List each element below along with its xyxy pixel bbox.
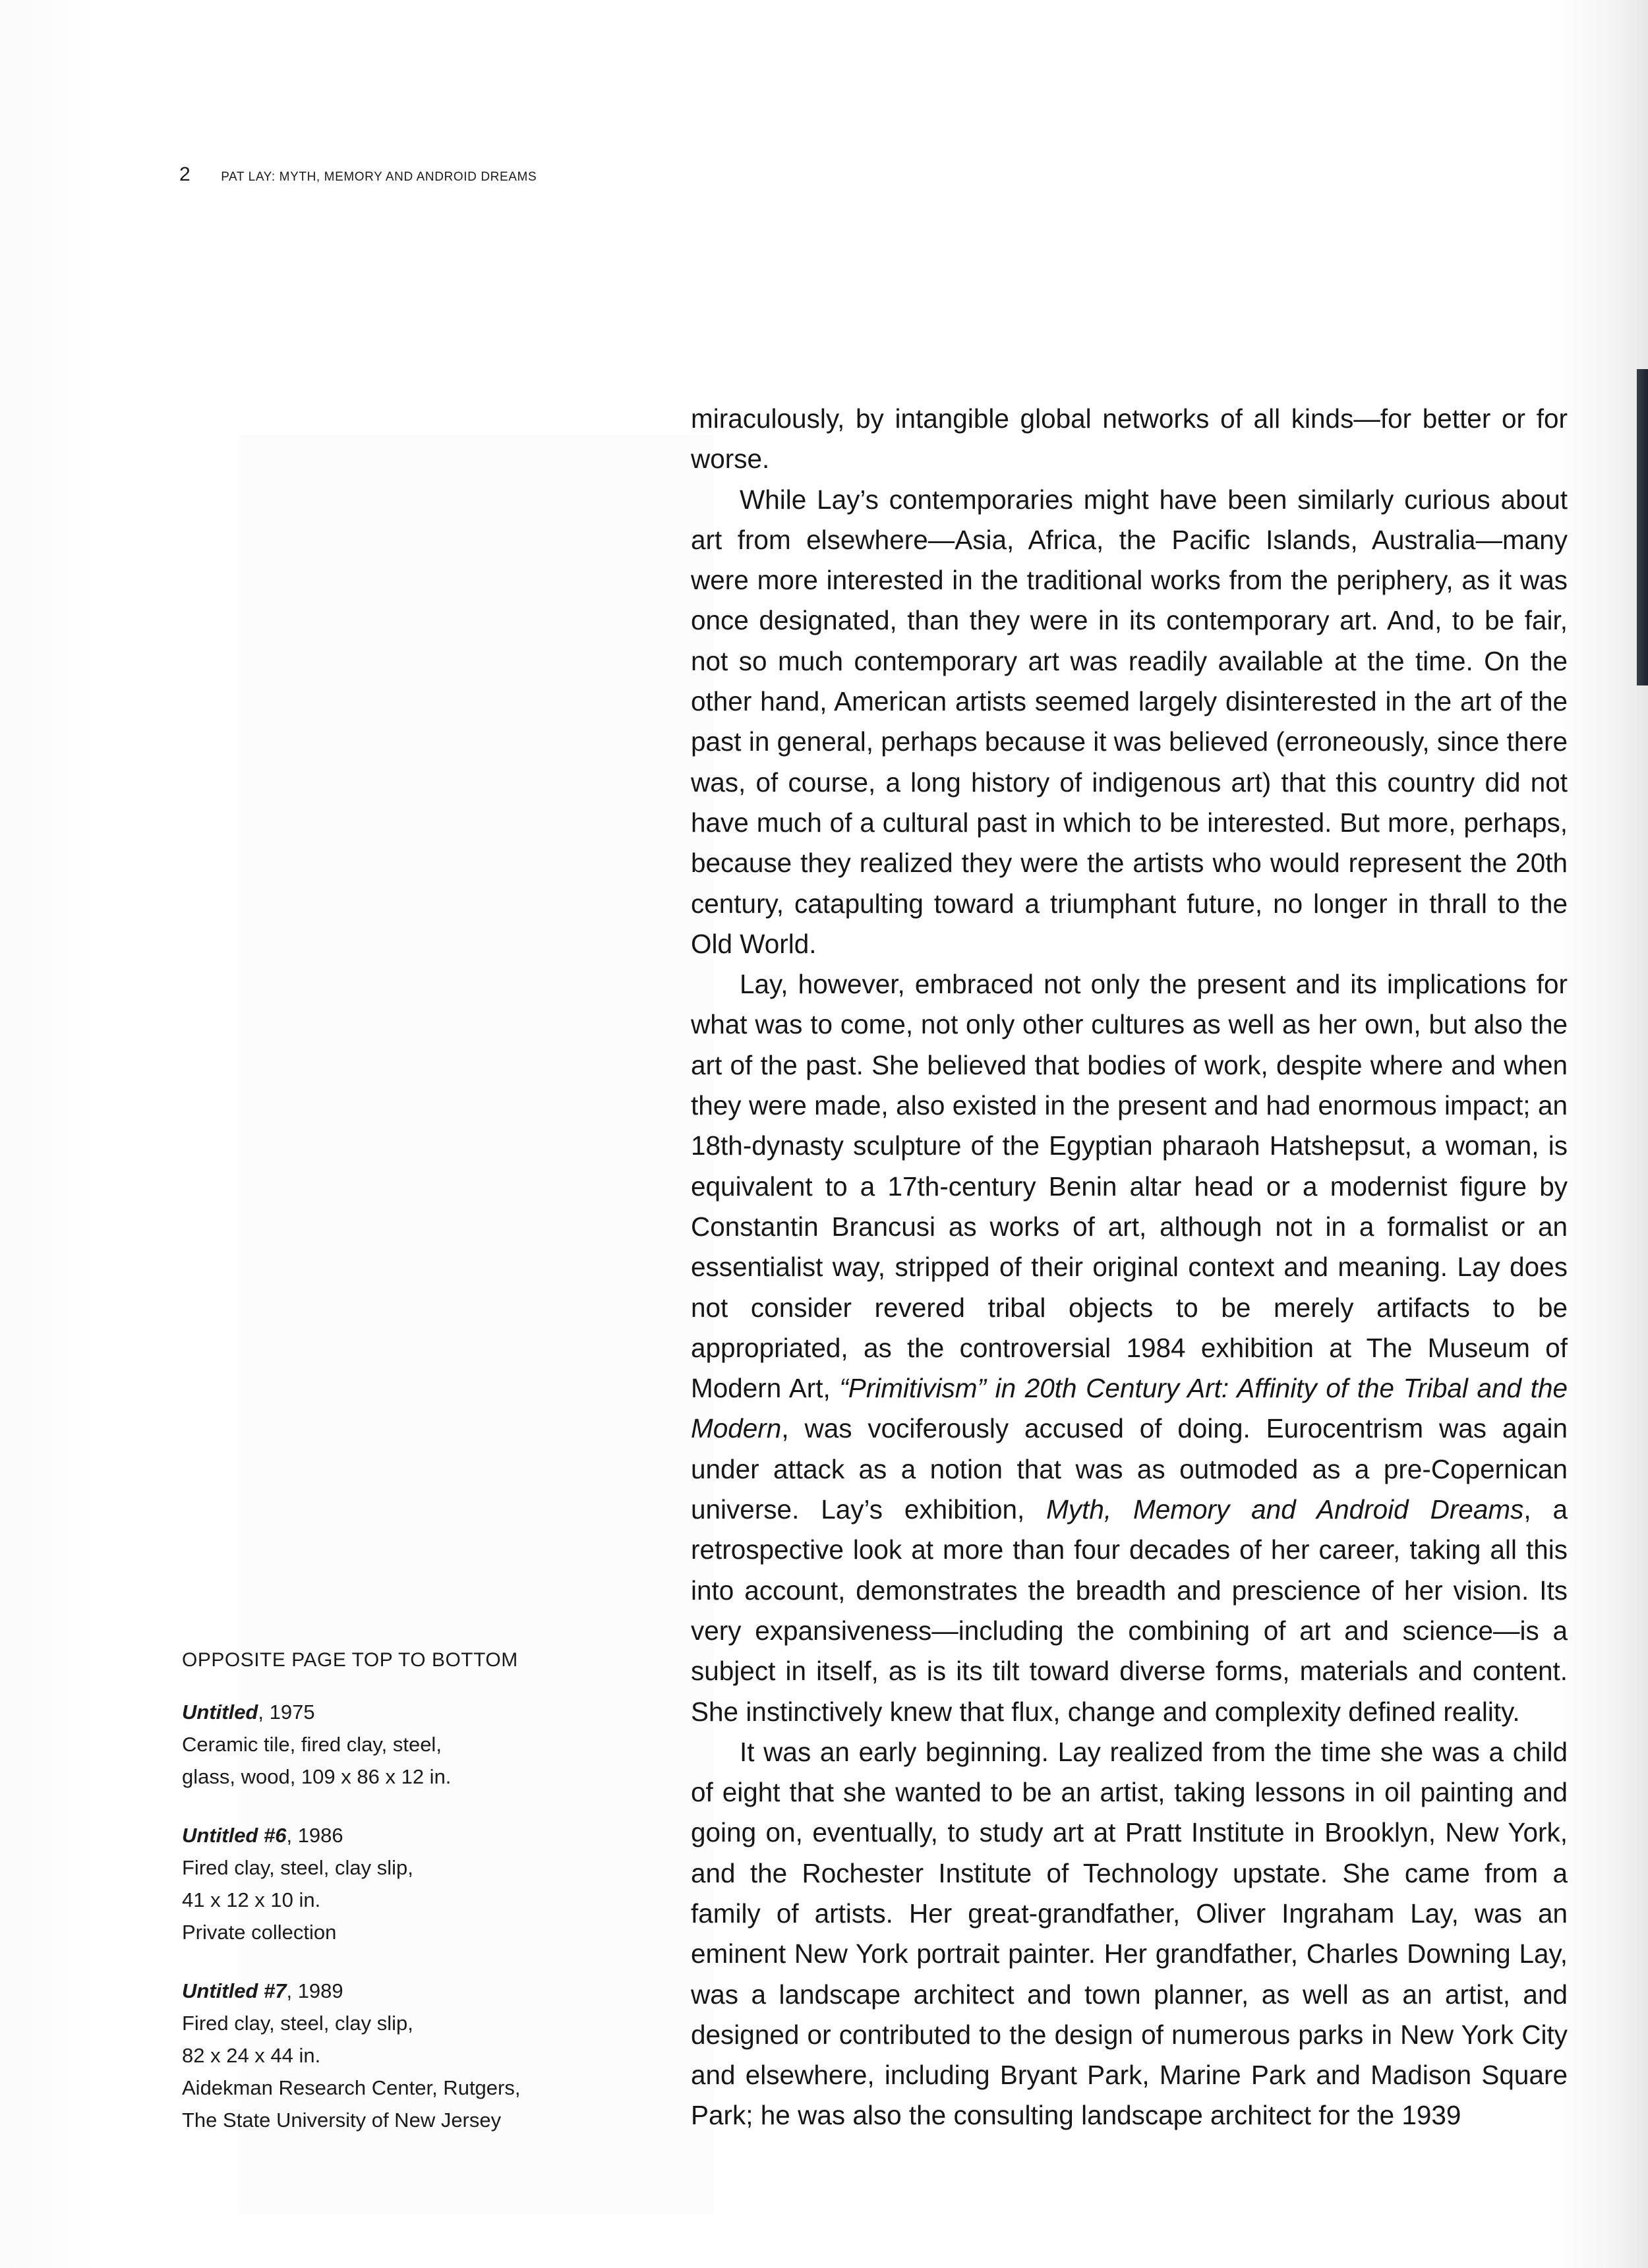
paragraph-3	[691, 964, 1568, 1732]
artwork-detail: 82 x 24 x 44 in.	[182, 2044, 321, 2067]
running-head	[179, 163, 537, 186]
artwork-title: Untitled #7	[182, 1979, 287, 2002]
paragraph-4: It was an early beginning. Lay realized from the time she was a child of eight that she wanted to be an artist, taking lessons in oil painting and going on, eventually, to study art at Pratt Institute in Brooklyn, New York, and the Rochester Institute of Technology upstate. She came from a family of artists. Her great-grandfather, Oliver Ingraham Lay, was an eminent New York portrait painter. Her grandfather, Charles Downing Lay, was a landscape architect and town planner, as well as an artist, and designed or contributed to the design of numerous parks in New York City and elsewhere, including Bryant Park, Marine Park and Madison Square Park; he was also the consulting landscape architect for the 1939	[691, 1736, 1568, 2131]
paragraph-2: While Lay’s contemporaries might have been similarly curious about art from elsewhere—Asia, Africa, the Pacific Islands, Australia—many were more interested in the traditional works from the periphery, as it was once designated, than they were in its contemporary art. And, to be fair, not so much contemporary art was readily available at the time. On the other hand, American artists seemed largely disinterested in the art of the past in general, perhaps because it was believed (erroneously, since there was, of course, a long history of indigenous art) that this country did not have much of a cultural past in which to be interested. But more, perhaps, because they realized they were the artists who would represent the 20th century, catapulting toward a triumphant future, no longer in thrall to the Old World.	[691, 484, 1568, 959]
artwork-detail: 41 x 12 x 10 in.	[182, 1888, 321, 1911]
body-text	[691, 399, 1568, 2136]
caption-entry	[182, 1975, 551, 2136]
artwork-detail: Private collection	[182, 1921, 337, 1944]
artwork-title: Untitled	[182, 1701, 258, 1724]
page-edge-strip	[1637, 369, 1648, 685]
artwork-detail: Aidekman Research Center, Rutgers,	[182, 2076, 521, 2099]
caption-entry	[182, 1696, 551, 1793]
artwork-year: , 1989	[286, 1979, 343, 2002]
paragraph-3-part-c: , a retrospective look at more than four decades of her career, taking all this into account, demonstrates the breadth and prescience of her vision. Its very expansiveness—including the combining of art and science—is a subject in itself, as is its tilt toward diverse forms, materials and content. She instinctively knew that flux, change and complexity defined reality.	[691, 1494, 1568, 1727]
exhibition-title-myth-memory: Myth, Memory and Android Dreams	[1046, 1494, 1524, 1525]
exhibition-title-primitivism: “Primitivism” in 20th Century Art: Affinity of the Tribal and the Modern	[691, 1373, 1568, 1444]
caption-entry	[182, 1819, 551, 1948]
artwork-detail: Fired clay, steel, clay slip,	[182, 2012, 413, 2035]
running-title: PAT LAY: MYTH, MEMORY AND ANDROID DREAMS	[221, 170, 537, 184]
paragraph-3-part-b: , was vociferously accused of doing. Eurocentrism was again under attack as a notion that was as outmoded as a pre-Copernican universe. Lay’s exhibition,	[691, 1413, 1568, 1525]
artwork-detail: The State University of New Jersey	[182, 2108, 502, 2132]
artwork-title: Untitled #6	[182, 1824, 287, 1847]
artwork-year: , 1975	[258, 1701, 315, 1724]
artwork-detail: glass, wood, 109 x 86 x 12 in.	[182, 1765, 452, 1788]
paragraph-1: miraculously, by intangible global networks of all kinds—for better or for worse.	[691, 403, 1568, 475]
artwork-detail: Ceramic tile, fired clay, steel,	[182, 1733, 442, 1756]
figure-captions	[182, 1644, 551, 2163]
artwork-year: , 1986	[286, 1824, 343, 1847]
page-number: 2	[179, 163, 191, 185]
captions-heading: OPPOSITE PAGE TOP TO BOTTOM	[182, 1649, 518, 1671]
artwork-detail: Fired clay, steel, clay slip,	[182, 1856, 413, 1879]
paragraph-3-part-a: Lay, however, embraced not only the present and its implications for what was to come, not only other cultures as well as her own, but also the art of the past. She believed that bodies of work, despite where and when they were made, also existed in the present and had enormous impact; an 18th-dynasty sculpture of the Egyptian pharaoh Hatshepsut, a woman, is equivalent to a 17th-century Benin altar head or a modernist figure by Constantin Brancusi as works of art, although not in a formalist or an essentialist way, stripped of their original context and meaning. Lay does not consider revered tribal objects to be merely artifacts to be appropriated, as the controversial 1984 exhibition at The Museum of Modern Art,	[691, 969, 1568, 1404]
